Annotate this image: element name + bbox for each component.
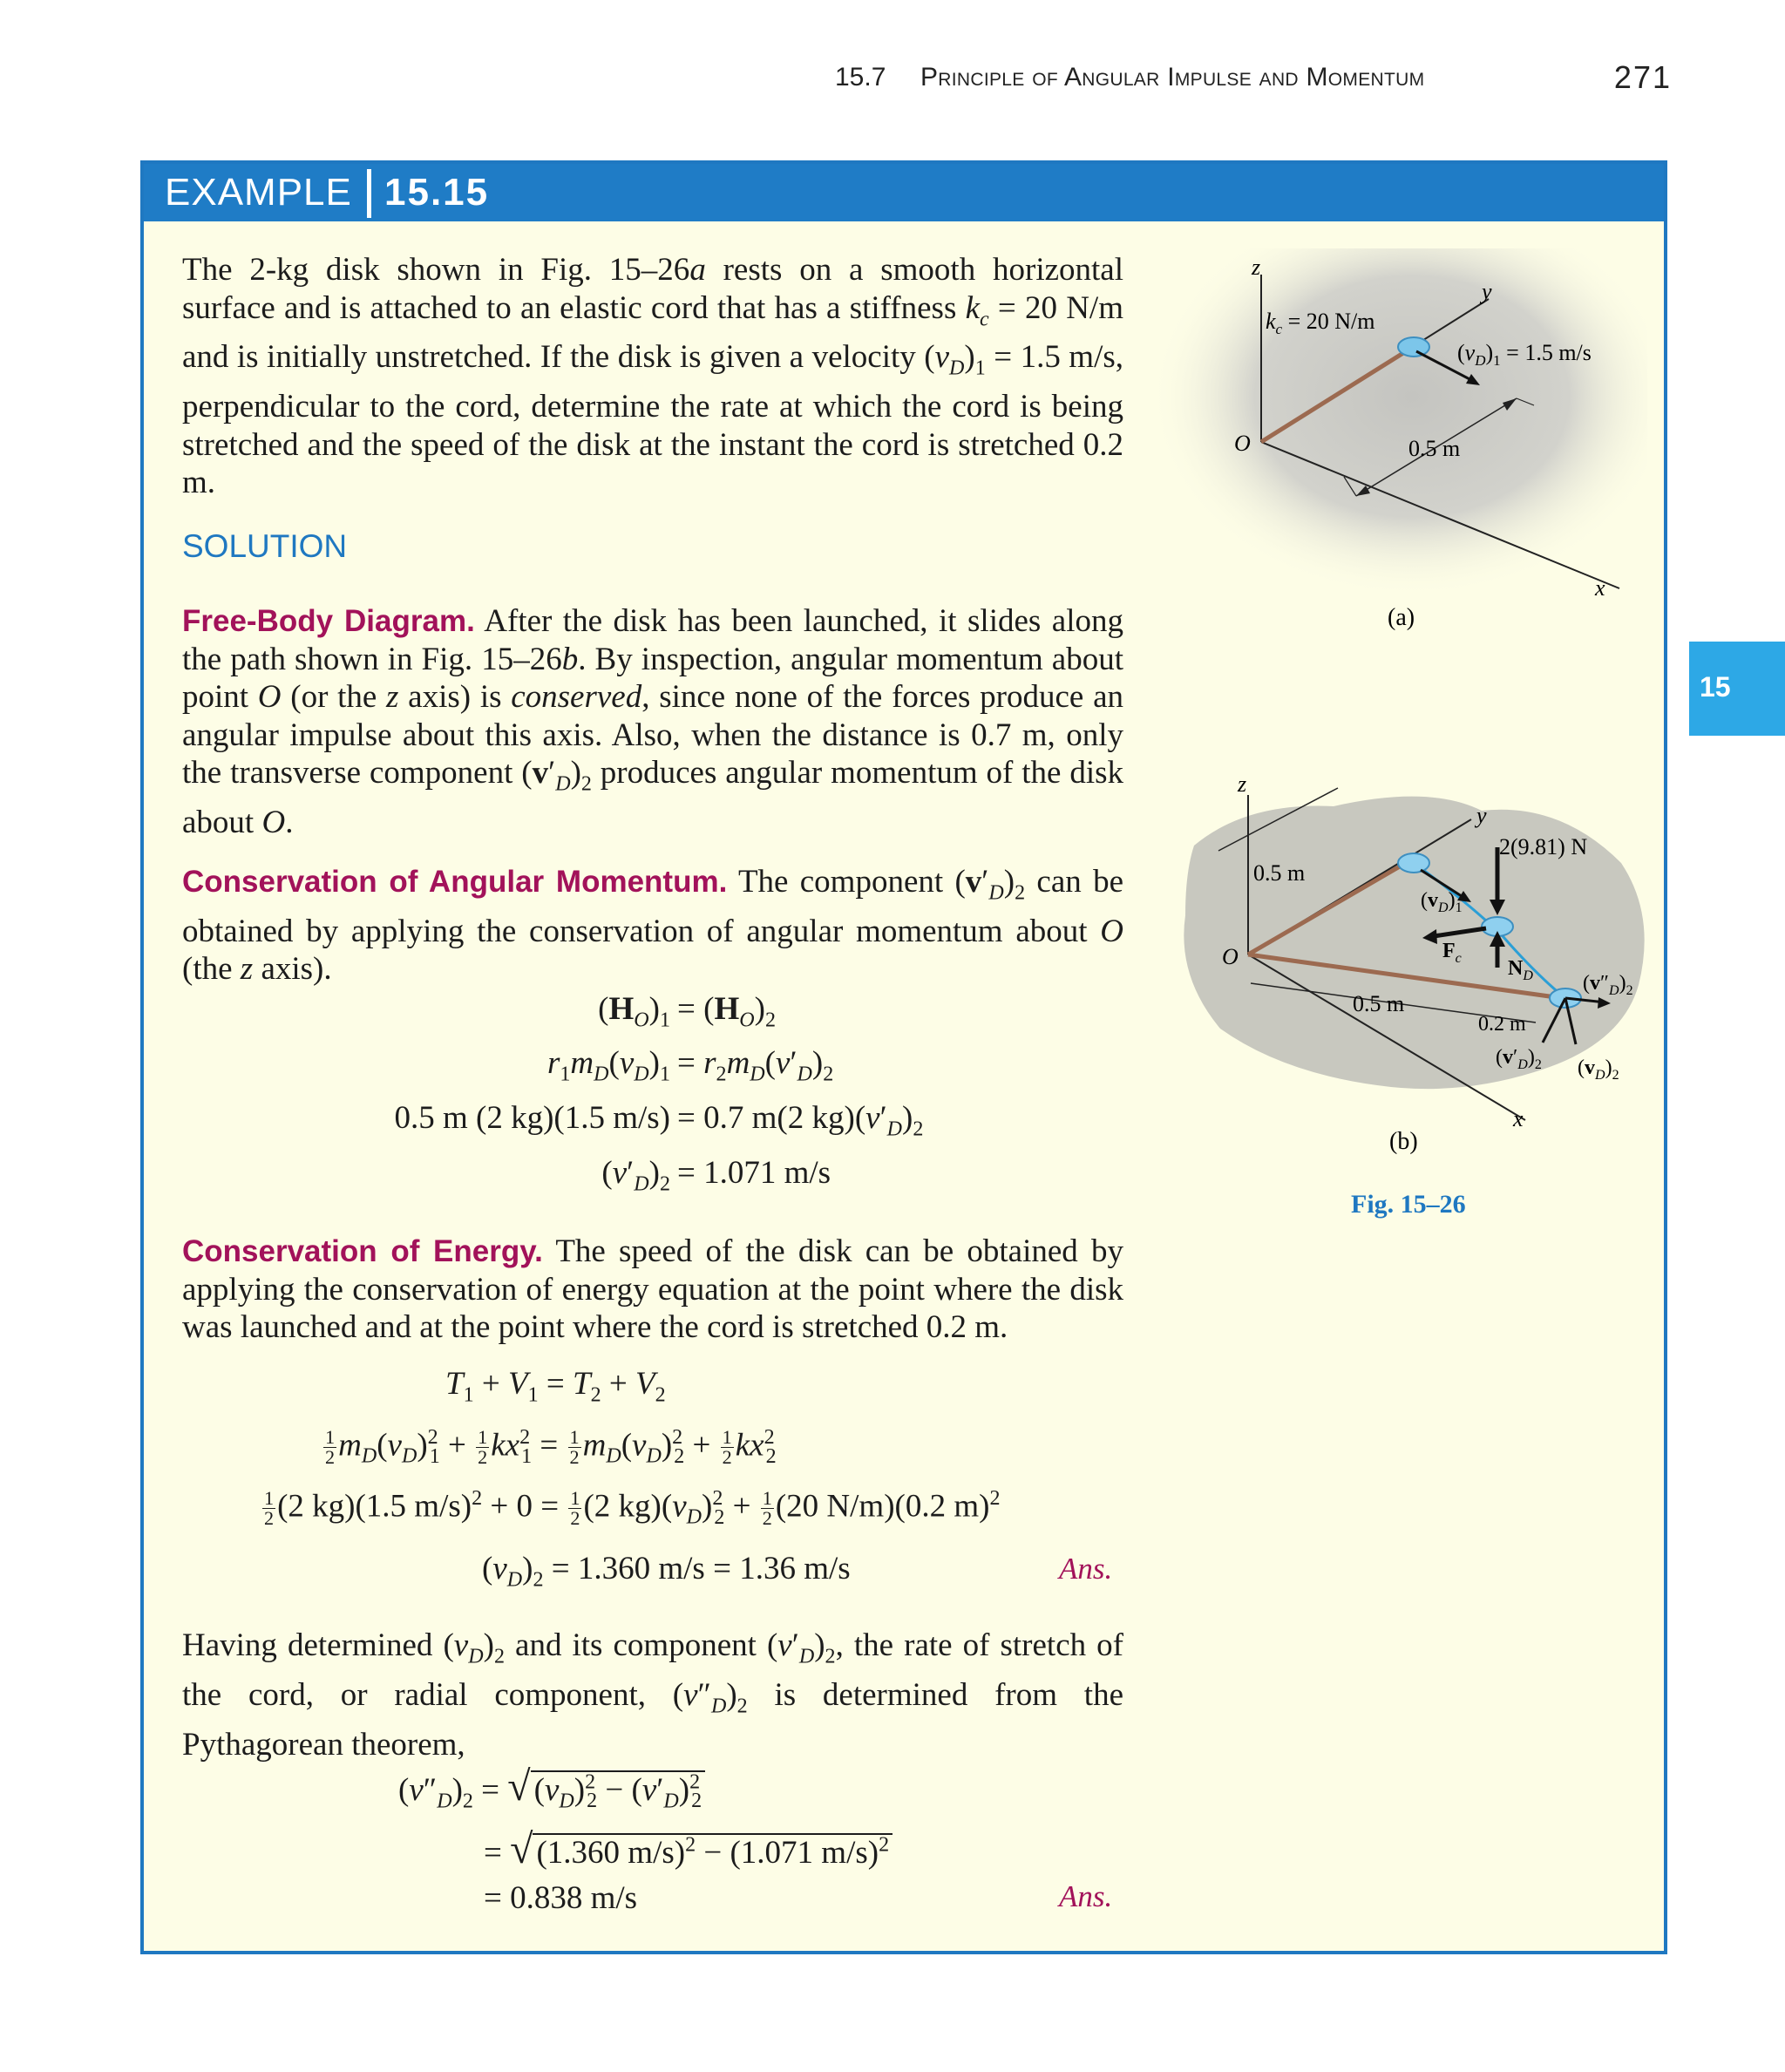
eq-momentum-3-lhs: 0.5 m (2 kg)(1.5 m/s) — [394, 1100, 670, 1136]
figure-b — [1168, 767, 1673, 1220]
fbd-paragraph: Free-Body Diagram. After the disk has been launched, it slides along the path shown in Fig. 15–26b. By inspection, angular momentum about point O (or the z axis) is conserved, since none of the forces produce an angular impulse about this axis. Also, when the distance is 0.7 m, only the transverse component $(v'_D)_2$ produces angular momentum of the disk about O. — [182, 603, 1123, 840]
eq-momentum-2-rhs: = $r_2m_D(v'_D)_2$ — [677, 1045, 834, 1086]
distance-upper-label: 0.5 m — [1253, 860, 1306, 886]
com-paragraph: Conservation of Angular Momentum. The component $(v'_D)_2$ can be obtained by applying the conservation of angular momentum about O (the z axis). — [182, 864, 1123, 988]
example-number: 15.15 — [384, 171, 490, 214]
velocity-radial-label: $(v''_D)_2$ — [1583, 972, 1633, 998]
eq-energy-1: $T_1 + V_1 = T_2 + V_2$ — [445, 1366, 666, 1407]
axis-x-label: x — [1513, 1106, 1524, 1131]
eq-energy-2: $\frac{1}{2}$ $m_D(v_D)^2_1$ + $\frac{1}{2}$ $kx^2_1$ = $\frac{1}{2}$ $m_D(v_D)^2_2$ + $\frac{1}{2}$ $kx^2_2$ — [325, 1426, 777, 1469]
section-number: 15.7 — [835, 63, 886, 92]
figure-a — [1150, 248, 1647, 658]
figure-a-label: (a) — [1388, 604, 1415, 631]
eq-momentum-4-lhs: $(v'_D)_2$ — [601, 1155, 670, 1196]
normal-force-label: $N_D$ — [1508, 957, 1533, 983]
example-label: EXAMPLE — [165, 171, 352, 214]
example-divider — [367, 169, 371, 218]
answer-label-1: Ans. — [1059, 1552, 1113, 1586]
solution-heading: SOLUTION — [182, 528, 348, 564]
coe-heading: Conservation of Energy. — [182, 1234, 543, 1268]
distance-label: 0.5 m — [1408, 436, 1461, 461]
eq-energy-3: $\frac{1}{2}$ (2 kg)(1.5 m/s)$^2$ + 0 = $\frac{1}{2}$ (2 $kg)(v_D)^2_2$ + $\frac{1}{2}$ (20 N/m)(0.2 m)$^2$ — [264, 1487, 1001, 1530]
velocity-perp-label: $(v'_D)_2$ — [1496, 1046, 1542, 1072]
axis-z-label: z — [1252, 255, 1261, 280]
surface-shading — [1150, 248, 1647, 597]
stiffness-label: $k_c = 20$ N/m — [1266, 309, 1375, 337]
eq-momentum-4-rhs: = 1.071 m/s — [677, 1155, 831, 1191]
eq-momentum-1-rhs: = $(H_O)_2$ — [677, 991, 776, 1032]
axis-y-label: y — [1476, 803, 1487, 828]
distance-stretch-label: 0.2 m — [1478, 1013, 1526, 1036]
figure-b-label: (b) — [1389, 1128, 1418, 1155]
section-title: Principle of Angular Impulse and Momentum — [920, 63, 1425, 92]
axis-x-label: x — [1595, 575, 1605, 601]
cord-force-label: $F_c$ — [1442, 940, 1462, 966]
velocity-2-label: $(v_D)_2$ — [1578, 1056, 1619, 1083]
distance-lower-label: 0.5 m — [1353, 991, 1405, 1016]
figure-caption: Fig. 15–26 — [1351, 1190, 1466, 1219]
axis-y-label: y — [1482, 279, 1492, 304]
example-title-bar — [144, 164, 1664, 221]
page-number: 271 — [1613, 59, 1672, 95]
weight-label: 2(9.81) N — [1499, 834, 1588, 859]
com-heading: Conservation of Angular Momentum. — [182, 865, 728, 899]
eq-momentum-3-rhs: = 0.7 m(2 $kg)(v'_D)_2$ — [677, 1100, 924, 1141]
eq-pyth-1: $(v''_D)_2$ = √ $(v_D)^2_2 - (v'_D)^2_2$ — [398, 1763, 705, 1813]
velocity-label: $(v_D)_1 = 1.5$ m/s — [1457, 340, 1592, 369]
answer-label-2: Ans. — [1059, 1879, 1113, 1913]
eq-energy-4: $(v_D)_2 = 1.360$ m/s = 1.36 m/s — [482, 1551, 851, 1592]
axis-z-label: z — [1238, 771, 1247, 797]
eq-momentum-2-lhs: $r_1m_D(v_D)_1$ — [546, 1045, 670, 1086]
problem-statement: The 2-kg disk shown in Fig. 15–26a rests on a smooth horizontal surface and is attached to an elastic cord that has a stiffness $k_c = 20$ N/m and is initially unstretched. If the disk is given a velocity $(v_D)_1 = 1.5$ m/s, perpendicular to the cord, determine the rate at which the cord is being stretched and the speed of the disk at the instant the cord is stretched 0.2 m. — [182, 252, 1124, 501]
origin-label: O — [1222, 944, 1239, 969]
fbd-heading: Free-Body Diagram. — [182, 604, 475, 638]
velocity-1-label: $(v_D)_1$ — [1421, 889, 1463, 915]
eq-momentum-1-lhs: $(H_O)_1$ — [598, 991, 670, 1032]
eq-pyth-2: = √ (1.360 m/s)$^2$ − (1.071 m/s)$^2$ — [484, 1825, 892, 1873]
eq-pyth-3: = 0.838 m/s — [484, 1880, 638, 1916]
chapter-tab-label: 15 — [1700, 671, 1731, 703]
running-header — [0, 59, 1785, 106]
disk-initial — [1398, 853, 1429, 873]
origin-label: O — [1234, 431, 1251, 456]
pyth-paragraph: Having determined $(v_D)_2$ and its component $(v'_D)_2$, the rate of stretch of the cord, or radial component, $(v''_D)_2$ is determined from the Pythagorean theorem, — [182, 1627, 1124, 1763]
coe-paragraph: Conservation of Energy. The speed of the disk can be obtained by applying the conservation of energy equation at the point where the disk was launched and at the point where the cord is stretched 0.2 m. — [182, 1233, 1123, 1345]
disk — [1398, 337, 1429, 357]
